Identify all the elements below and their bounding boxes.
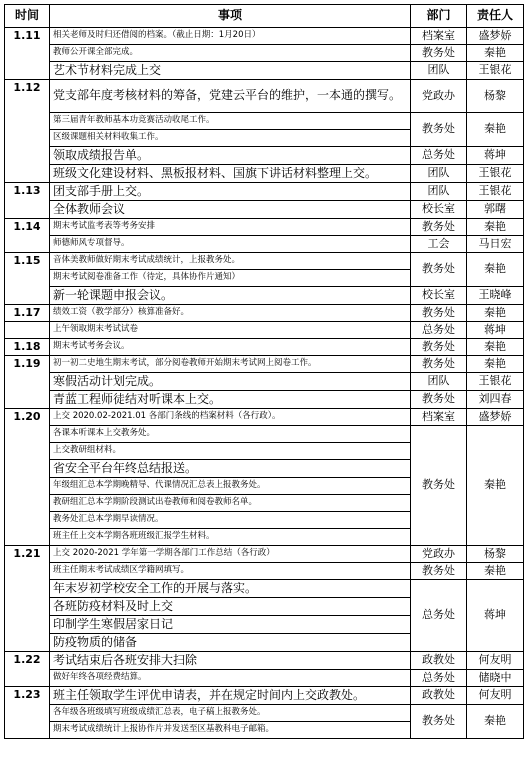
header-department: 部门 — [411, 5, 467, 28]
date-cell: 1.13 — [5, 183, 50, 219]
person-cell: 王银花 — [467, 373, 524, 391]
person-cell: 王银花 — [467, 183, 524, 201]
department-cell: 教务处 — [411, 356, 467, 373]
item-cell: 期末考试考务会议。 — [50, 339, 411, 356]
department-cell: 教务处 — [411, 45, 467, 62]
table-row — [5, 373, 524, 391]
department-cell: 党政办 — [411, 80, 467, 113]
department-cell: 教务处 — [411, 563, 467, 580]
item-cell: 上交 2020-2021 学年第一学期各部门工作总结（各行政） — [50, 546, 411, 563]
person-cell: 何友明 — [467, 687, 524, 705]
date-cell: 1.11 — [5, 28, 50, 80]
table-row — [5, 580, 524, 598]
schedule-body — [5, 28, 524, 739]
header-person: 责任人 — [467, 5, 524, 28]
item-cell: 各年级各班级填写班级成绩汇总表，电子稿上报教务处。 — [50, 705, 411, 722]
table-row — [5, 670, 524, 687]
department-cell: 档案室 — [411, 409, 467, 426]
person-cell: 秦艳 — [467, 705, 524, 739]
item-cell: 音体美教师做好期末考试成绩统计，上报教务处。 — [50, 253, 411, 270]
table-row — [5, 165, 524, 183]
table-row — [5, 62, 524, 80]
person-cell: 秦艳 — [467, 305, 524, 322]
person-cell: 马日宏 — [467, 236, 524, 253]
item-cell: 新一轮课题申报会议。 — [50, 287, 411, 305]
table-row — [5, 287, 524, 305]
item-cell: 师德师风专项督导。 — [50, 236, 411, 253]
item-cell: 寒假活动计划完成。 — [50, 373, 411, 391]
item-cell: 党支部年度考核材料的筹备，党建云平台的维护，一本通的撰写。 — [50, 80, 411, 113]
department-cell: 教务处 — [411, 219, 467, 236]
table-row — [5, 147, 524, 165]
item-cell: 上交 2020.02-2021.01 各部门条线的档案材料（各行政）。 — [50, 409, 411, 426]
department-cell: 总务处 — [411, 147, 467, 165]
department-cell: 党政办 — [411, 546, 467, 563]
person-cell: 杨黎 — [467, 80, 524, 113]
table-row — [5, 183, 524, 201]
item-cell: 年级组汇总本学期晚精导、代课情况汇总表上报教务处。 — [50, 478, 411, 495]
date-cell: 1.20 — [5, 409, 50, 546]
date-cell: 1.15 — [5, 253, 50, 305]
table-row — [5, 80, 524, 113]
item-cell: 教务处汇总本学期早读情况。 — [50, 512, 411, 529]
date-cell: 1.23 — [5, 687, 50, 739]
person-cell: 秦艳 — [467, 45, 524, 62]
person-cell: 秦艳 — [467, 426, 524, 546]
item-cell: 考试结束后各班安排大扫除 — [50, 652, 411, 670]
date-cell: 1.17 — [5, 305, 50, 322]
date-cell: 1.18 — [5, 339, 50, 356]
department-cell: 校长室 — [411, 201, 467, 219]
table-row — [5, 113, 524, 130]
table-row — [5, 28, 524, 45]
table-row — [5, 339, 524, 356]
date-cell: 1.14 — [5, 219, 50, 253]
header-item: 事项 — [50, 5, 411, 28]
date-cell — [5, 322, 50, 339]
table-row — [5, 687, 524, 705]
department-cell: 总务处 — [411, 580, 467, 652]
item-cell: 第三届青年教师基本功竞赛活动收尾工作。 — [50, 113, 411, 130]
department-cell: 团队 — [411, 373, 467, 391]
person-cell: 王银花 — [467, 165, 524, 183]
item-cell: 初一初二史地生期末考试，部分阅卷教师开始期末考试网上阅卷工作。 — [50, 356, 411, 373]
item-cell: 绩效工资（教学部分）核算准备好。 — [50, 305, 411, 322]
item-cell: 团支部手册上交。 — [50, 183, 411, 201]
department-cell: 教务处 — [411, 391, 467, 409]
date-cell: 1.12 — [5, 80, 50, 183]
table-row — [5, 236, 524, 253]
item-cell: 各课本听课本上交教务处。 — [50, 426, 411, 443]
table-row — [5, 563, 524, 580]
date-cell: 1.19 — [5, 356, 50, 409]
date-cell: 1.22 — [5, 652, 50, 687]
person-cell: 刘四春 — [467, 391, 524, 409]
item-cell: 区级课题相关材料收集工作。 — [50, 130, 411, 147]
table-row — [5, 253, 524, 270]
table-row — [5, 219, 524, 236]
item-cell: 领取成绩报告单。 — [50, 147, 411, 165]
item-cell: 全体教师会议 — [50, 201, 411, 219]
person-cell: 储晓中 — [467, 670, 524, 687]
header-date: 时间 — [5, 5, 50, 28]
item-cell: 防疫物质的储备 — [50, 634, 411, 652]
person-cell: 秦艳 — [467, 113, 524, 147]
department-cell: 工会 — [411, 236, 467, 253]
person-cell: 何友明 — [467, 652, 524, 670]
person-cell: 王银花 — [467, 62, 524, 80]
table-row — [5, 201, 524, 219]
person-cell: 郭曙 — [467, 201, 524, 219]
department-cell: 教务处 — [411, 305, 467, 322]
person-cell: 秦艳 — [467, 356, 524, 373]
person-cell: 王晓峰 — [467, 287, 524, 305]
header-row — [5, 5, 524, 28]
schedule-document — [4, 4, 524, 739]
item-cell: 年末岁初学校安全工作的开展与落实。 — [50, 580, 411, 598]
table-row — [5, 705, 524, 722]
item-cell: 各班防疫材料及时上交 — [50, 598, 411, 616]
schedule-table — [4, 4, 524, 739]
table-row — [5, 426, 524, 443]
table-row — [5, 45, 524, 62]
table-row — [5, 546, 524, 563]
item-cell: 教师公开课全部完成。 — [50, 45, 411, 62]
department-cell: 教务处 — [411, 426, 467, 546]
item-cell: 期末考试成绩统计上报协作片并发送至区基教科电子邮箱。 — [50, 722, 411, 739]
table-row — [5, 305, 524, 322]
person-cell: 蒋坤 — [467, 580, 524, 652]
person-cell: 蒋坤 — [467, 147, 524, 165]
department-cell: 团队 — [411, 183, 467, 201]
department-cell: 总务处 — [411, 670, 467, 687]
item-cell: 班主任上交本学期各班班级汇报学生材料。 — [50, 529, 411, 546]
item-cell: 艺术节材料完成上交 — [50, 62, 411, 80]
department-cell: 教务处 — [411, 339, 467, 356]
person-cell: 秦艳 — [467, 253, 524, 287]
table-row — [5, 322, 524, 339]
department-cell: 教务处 — [411, 113, 467, 147]
item-cell: 班主任领取学生评优申请表，并在规定时间内上交政教处。 — [50, 687, 411, 705]
person-cell: 秦艳 — [467, 219, 524, 236]
department-cell: 教务处 — [411, 253, 467, 287]
person-cell: 秦艳 — [467, 339, 524, 356]
person-cell: 蒋坤 — [467, 322, 524, 339]
item-cell: 教研组汇总本学期阶段测试出卷教师和阅卷教师名单。 — [50, 495, 411, 512]
person-cell: 盛梦娇 — [467, 28, 524, 45]
table-row — [5, 356, 524, 373]
department-cell: 政教处 — [411, 687, 467, 705]
department-cell: 档案室 — [411, 28, 467, 45]
person-cell: 盛梦娇 — [467, 409, 524, 426]
department-cell: 团队 — [411, 165, 467, 183]
person-cell: 秦艳 — [467, 563, 524, 580]
item-cell: 期末考试监考表等考务安排 — [50, 219, 411, 236]
item-cell: 班级文化建设材料、黑板报材料、国旗下讲话材料整理上交。 — [50, 165, 411, 183]
item-cell: 省安全平台年终总结报送。 — [50, 460, 411, 478]
person-cell: 杨黎 — [467, 546, 524, 563]
date-cell: 1.21 — [5, 546, 50, 652]
item-cell: 期末考试阅卷准备工作（待定，具体协作片通知） — [50, 270, 411, 287]
item-cell: 印制学生寒假居家日记 — [50, 616, 411, 634]
item-cell: 上午领取期末考试试卷 — [50, 322, 411, 339]
item-cell: 上交教研组材料。 — [50, 443, 411, 460]
item-cell: 青蓝工程师徒结对听课本上交。 — [50, 391, 411, 409]
department-cell: 政教处 — [411, 652, 467, 670]
department-cell: 教务处 — [411, 705, 467, 739]
table-row — [5, 391, 524, 409]
item-cell: 班主任期末考试成绩区学籍网填写。 — [50, 563, 411, 580]
department-cell: 校长室 — [411, 287, 467, 305]
item-cell: 做好年终各项经费结算。 — [50, 670, 411, 687]
item-cell: 相关老师及时归还借阅的档案。（截止日期：1月20日） — [50, 28, 411, 45]
department-cell: 总务处 — [411, 322, 467, 339]
table-row — [5, 409, 524, 426]
department-cell: 团队 — [411, 62, 467, 80]
table-row — [5, 652, 524, 670]
